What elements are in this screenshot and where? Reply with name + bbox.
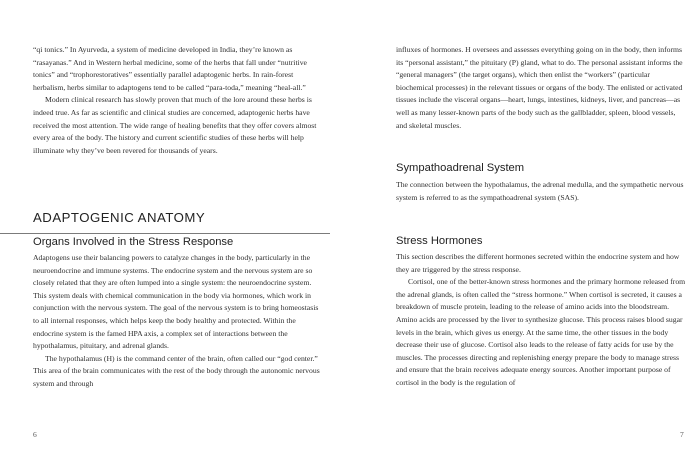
section-heading-block: [33, 209, 323, 227]
page-number-right: 7: [680, 430, 684, 439]
section-divider: [0, 233, 330, 234]
stress-hormones-paragraph-2: Cortisol, one of the better-known stress hormones and the primary hormone released from the adrenal glands, is often called the “stress hormone.” When cortisol is secreted, it causes a breakdown of muscle protein, leading to the release of amino acids into the bloodstream. Amino acids are processed by the liver to synthesize glucose. This process raises blood sugar levels in the brain, which gives us energy. At the same time, the other tissues in the body decrease their use of glucose. Cortisol also leads to the release of fatty acids for use by the muscles. The processes directing and replenishing energy prepare the body to manage stress and ensure that the brain receives adequate energy sources. Another important purpose of cortisol in the body is the regulation of: [396, 277, 686, 387]
subheading-stress-hormones: Stress Hormones: [396, 235, 483, 247]
right-intro-text: [396, 44, 686, 132]
page-number-left: 6: [33, 430, 37, 439]
left-intro-text: [33, 44, 323, 157]
right-page: [350, 0, 700, 455]
sympathoadrenal-block: [396, 161, 686, 204]
subheading-sympathoadrenal: Sympathoadrenal System: [396, 162, 525, 174]
left-body-text: [33, 235, 323, 391]
left-intro-paragraph-1: “qi tonics.” In Ayurveda, a system of medicine developed in India, they’re known as “rasayanas.” And in Western herbal medicine, some of the herbs that fall under “nutritive tonics” and “trophorestoratives” essentially parallel adaptogenic herbs. In rain-forest herbalism, herbs similar to adaptogens tend to be called “para-toda,” meaning “heal-all.”: [33, 45, 307, 92]
subheading-organs: Organs Involved in the Stress Response: [33, 236, 234, 248]
left-intro-paragraph-2: Modern clinical research has slowly proven that much of the lore around these herbs is indeed true. As far as scientific and clinical studies are concerned, adaptogenic herbs have received the most attention. The wide range of healing benefits that they offer covers almost every area of the body. The history and current scientific studies of these herbs will help illuminate why they’ve been revered for thousands of years.: [33, 95, 317, 155]
left-body-paragraph-2: The hypothalamus (H) is the command center of the brain, often called our “god center.” This area of the brain communicates with the rest of the body through the autonomic nervous system and through: [33, 353, 320, 388]
section-title: ADAPTOGENIC ANATOMY: [33, 210, 206, 225]
stress-hormones-block: [396, 234, 686, 390]
right-intro-paragraph: influxes of hormones. H oversees and assesses everything going on in the body, then informs its “personal assistant,” the pituitary (P) gland, what to do. The personal assistant informs the “general managers” (the target organs), which then enlist the “workers” (particular biochemical processes) in the relevant tissues or organs of the body. The enlisted or activated tissues include the visceral organs—heart, lungs, intestines, kidneys, liver, and pancreas—as well as many lesser-known parts of the body such as the gallbladder, spleen, blood vessels, and skeletal muscles.: [396, 45, 683, 130]
sympathoadrenal-paragraph: The connection between the hypothalamus, the adrenal medulla, and the sympathetic nervous system is referred to as the sympathoadrenal system (SAS).: [396, 180, 684, 202]
stress-hormones-paragraph-1: This section describes the different hormones secreted within the endocrine system and how they are triggered by the stress response.: [396, 252, 680, 274]
left-body-paragraph-1: Adaptogens use their balancing powers to catalyze changes in the body, particularly in the neuroendocrine and immune systems. The endocrine system and the nervous system are so closely related that they are often lumped into a single system: the neuroendocrine system. This system deals with chemical communication in the body via hormones, which work in conjunction with the nervous system. The goal of the nervous system is to bring homeostasis to all internal responses, which helps keep the body healthy and protected. Within the endocrine system is the famed HPA axis, a complex set of interactions between the hypothalamus, pituitary, and adrenal glands.: [33, 253, 319, 351]
